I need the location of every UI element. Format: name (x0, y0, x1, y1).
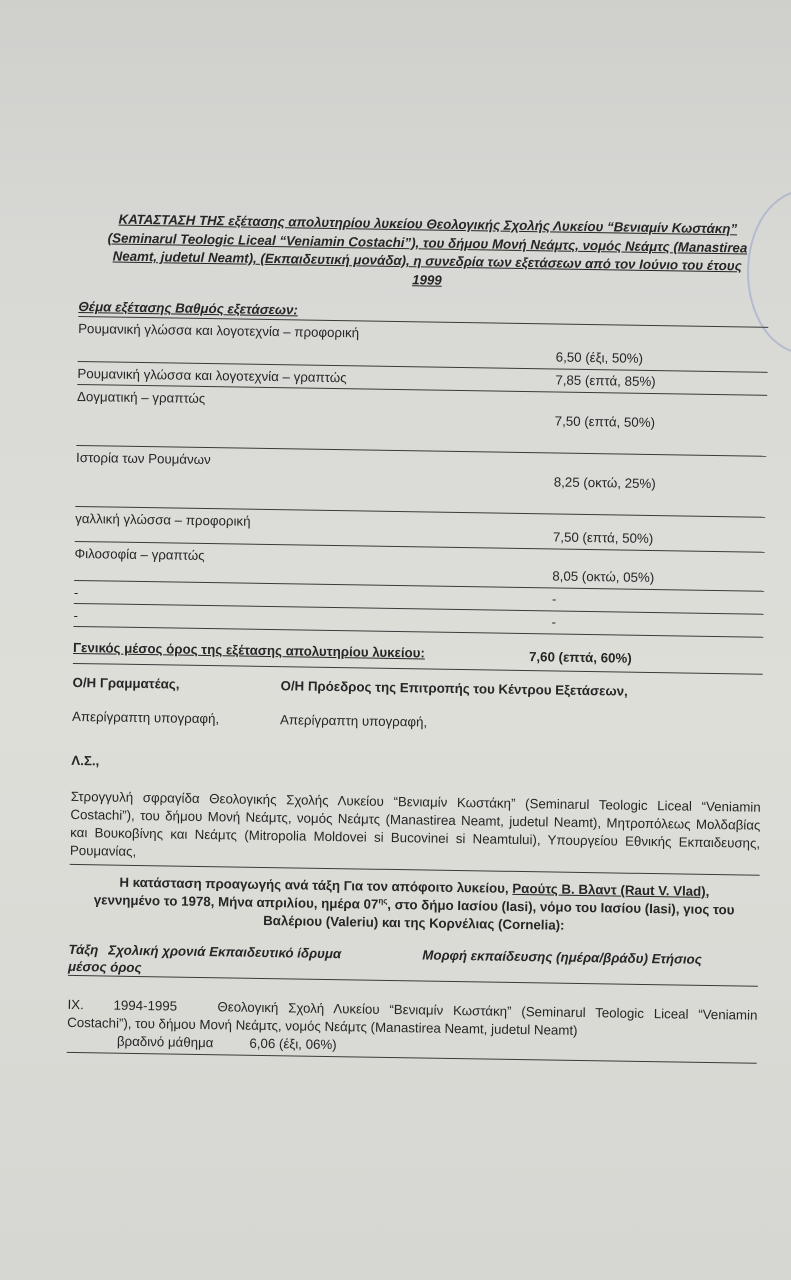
subject-grade: 7,85 (επτά, 85%) (555, 372, 656, 390)
subject-name: - (73, 608, 79, 624)
promotion-table-header (68, 941, 758, 987)
title-line-3: Neamt, judetul Neamt), (Εκπαιδευτική μονάδα), η συνεδρία των εξετάσεων από τον Ιούνιο του έτους (112, 248, 742, 274)
secretary-signature: Απερίγραπτη υπογραφή, (71, 709, 220, 727)
promotion-table-row (67, 996, 758, 1064)
header-form: Μορφή εκπαίδευσης (ημέρα/βράδυ) Ετήσιος (422, 947, 702, 967)
row-year: 1994-1995 (113, 997, 178, 1014)
title-line-1: ΚΑΤΑΣΤΑΣΗ ΤΗΣ εξέτασης απολυτηρίου λυκείου Θεολογικής Σχολής Λυκείου “Βενιαμίν Κωστάκη” (118, 211, 738, 237)
row-tail (67, 1032, 757, 1061)
subject-grade: 7,50 (επτά, 50%) (552, 529, 654, 547)
title-line-2: (Seminarul Teologic Liceal “Veniamin Costachi”), του δήμου Μονή Νεάμτς, νομός Νεάμτς (Manastirea (107, 230, 748, 256)
subject-grade: 7,50 (επτά, 50%) (554, 413, 656, 431)
title-year: 1999 (412, 272, 442, 288)
graduate-born-suffix: ης (378, 896, 388, 906)
subject-name: Ιστορία των Ρουμάνων (75, 450, 211, 468)
graduate-name: Ραούτς Β. Βλαντ (Raut V. Vlad), (512, 880, 710, 900)
row-average: 6,06 (έξι, 06%) (249, 1035, 337, 1052)
row-institution: Θεολογική Σχολή Λυκείου “Βενιαμίν Κωστάκη” (Seminarul Teologic Liceal “Veniamin Costachi”), του δήμου Μονή Νεάμτς, νομός Νεάμτς (Manastirea Neamt, judetul Neamt) (67, 999, 758, 1038)
subject-name: Φιλοσοφία – γραπτώς (74, 546, 205, 564)
row-form: βραδινό μάθημα (116, 1033, 214, 1050)
subject-name: γαλλική γλώσσα – προφορική (75, 511, 251, 530)
document-body (67, 210, 770, 1063)
exam-header: Θέμα εξέτασης Βαθμός εξετάσεων: (78, 299, 299, 318)
seal-description: Στρογγυλή σφραγίδα Θεολογικής Σχολής Λυκείου “Βενιαμίν Κωστάκη” (Seminarul Teologic Liceal “Veniamin Costachi”), του δήμου Μονή Νεάμτς, νομός Νεάμτς (Manastirea Neamt, judetul Neamt), Μητροπόλεως Μολδαβίας και Βουκοβίνης και Νεάμτς (Mitropolia Moldovei si Bucovinei si Neamtului), Υπουργείου Εθνικής Εκπαιδευσης, Ρουμανίας, (70, 788, 761, 876)
secretary-title: Ο/Η Γραμματέας, (72, 675, 180, 692)
graduate-intro: Η κατάσταση προαγωγής ανά τάξη Για τον απόφοιτο λυκείου, (119, 874, 509, 896)
graduate-born: γεννημένο το 1978, Μήνα απριλίου, ημέρα 07 (93, 892, 379, 912)
ls-marker: Λ.Σ., (71, 753, 100, 769)
graduate-statement (69, 873, 760, 938)
subject-row (76, 385, 767, 457)
president-title: Ο/Η Πρόεδρος της Επιτροπής του Κέντρου Εξετάσεων, (280, 678, 628, 700)
subject-name: Δογματική – γραπτώς (76, 389, 206, 407)
subject-name: Ρουμανική γλώσσα και λογοτεχνία – προφορική (78, 321, 360, 341)
subject-grade: - (551, 614, 557, 630)
header-average: μέσος όρος (68, 958, 142, 975)
header-year-institution: Σχολική χρονιά Εκπαιδευτικό ίδρυμα (108, 942, 342, 962)
document-title (79, 210, 770, 295)
subject-grade: 8,25 (οκτώ, 25%) (553, 474, 656, 492)
subject-name: Ρουμανική γλώσσα και λογοτεχνία – γραπτώς (77, 366, 347, 386)
subject-grade: 6,50 (έξι, 50%) (555, 349, 644, 367)
subject-grade: - (551, 591, 557, 607)
row-class: IX. (67, 996, 84, 1013)
general-average-grade: 7,60 (επτά, 60%) (528, 649, 632, 667)
general-average-label: Γενικός μέσος όρος της εξέτασης απολυτηρίου λυκείου: (73, 640, 426, 661)
president-signature: Απερίγραπτη υπογραφή, (279, 712, 428, 730)
graduate-rest: , στο δήμο Ιασίου (Iasi), νόμο του Ιασίου (Iasi), γιος του Βαλέριου (Valeriu) και της Κορνέλιας (Cornelia): (263, 896, 735, 933)
subject-grade: 8,05 (οκτώ, 05%) (552, 568, 655, 586)
header-class: Τάξη (68, 941, 99, 958)
subject-row (75, 446, 766, 518)
subject-name: - (73, 585, 79, 601)
signature-notes (72, 702, 762, 743)
